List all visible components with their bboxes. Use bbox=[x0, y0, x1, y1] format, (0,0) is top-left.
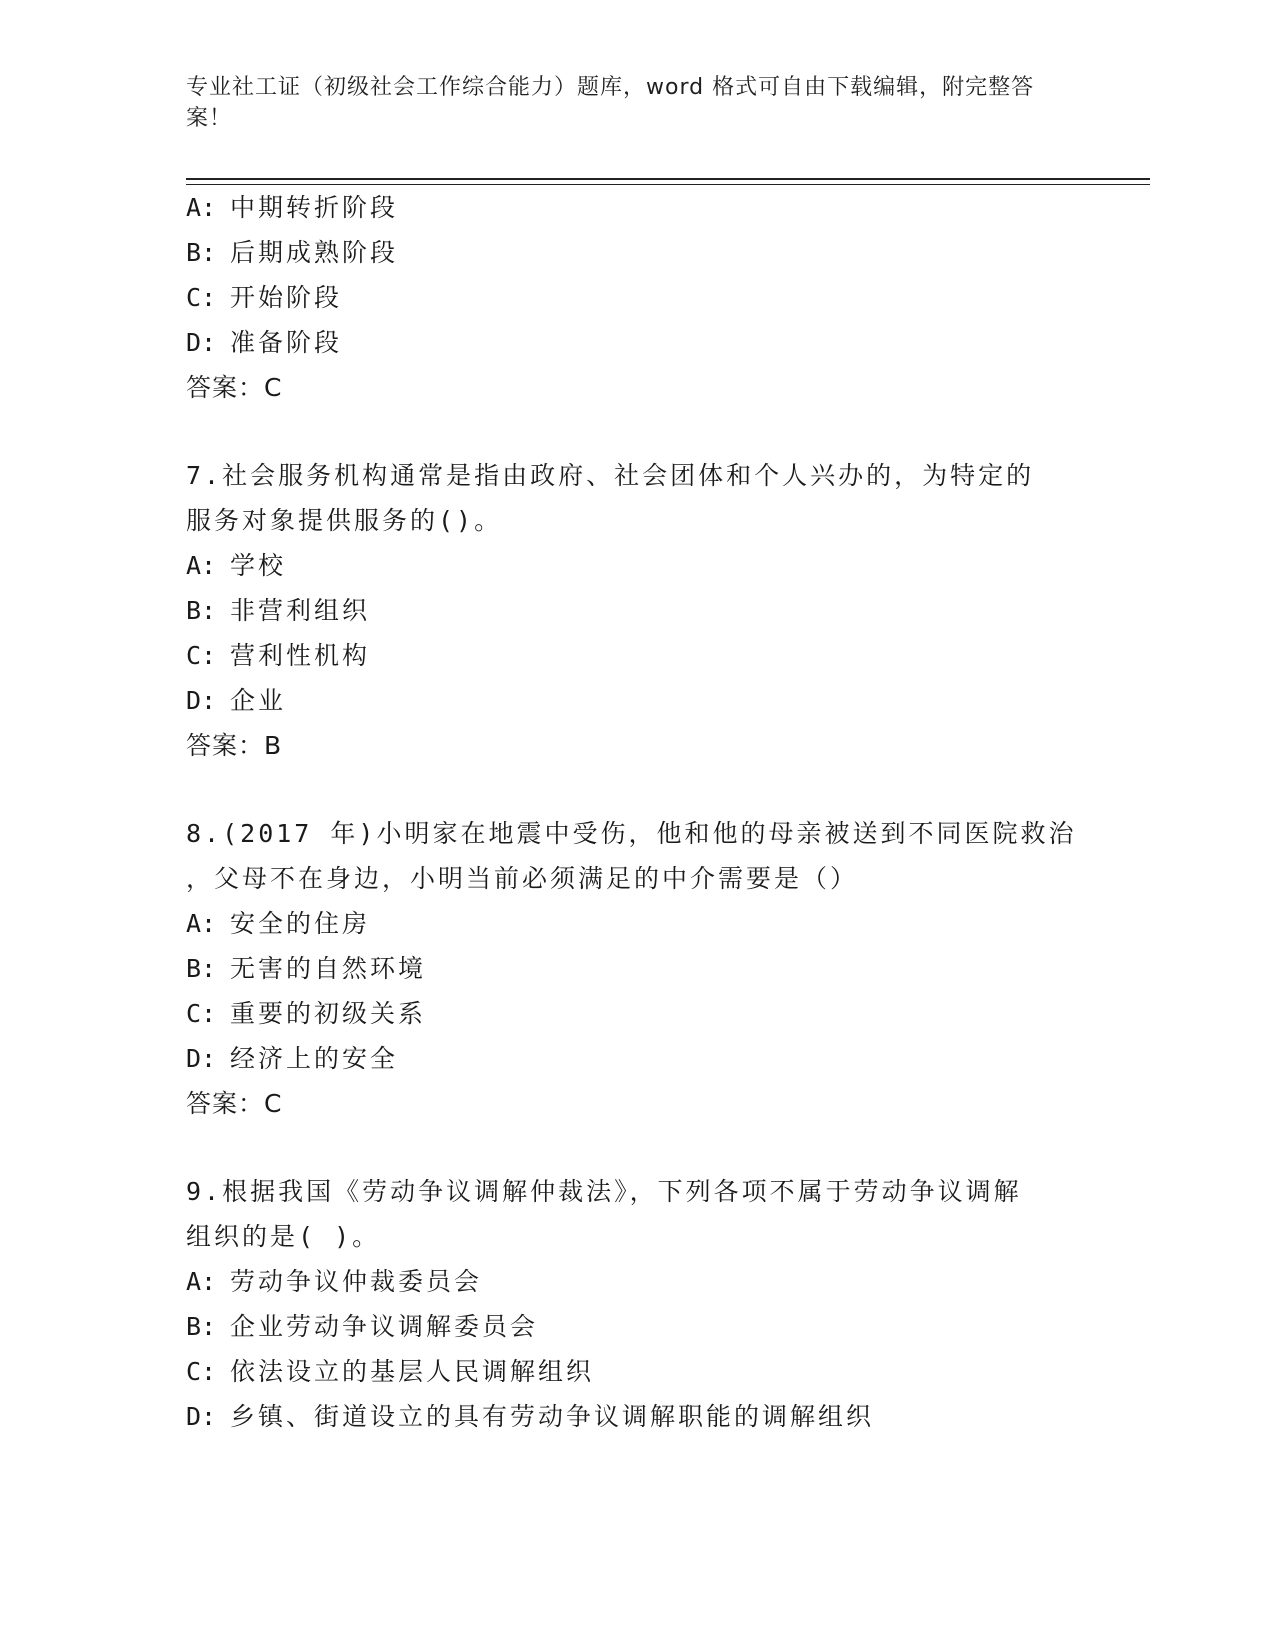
answer-line: 答案：C bbox=[186, 373, 283, 402]
option-text: 经济上的安全 bbox=[230, 1044, 399, 1073]
question-text-line: 8.(2017 年)小明家在地震中受伤，他和他的母亲被送到不同医院救治 bbox=[186, 819, 1077, 848]
option-b bbox=[186, 237, 398, 269]
option-d bbox=[186, 1401, 874, 1433]
question-text-line: 9.根据我国《劳动争议调解仲裁法》，下列各项不属于劳动争议调解 bbox=[186, 1177, 1022, 1206]
answer-line: 答案：C bbox=[186, 1089, 283, 1118]
option-text: 企业劳动争议调解委员会 bbox=[230, 1312, 539, 1341]
option-d bbox=[186, 1043, 398, 1075]
option-letter: A: bbox=[186, 193, 217, 222]
option-b bbox=[186, 595, 370, 627]
option-text: 劳动争议仲裁委员会 bbox=[230, 1267, 483, 1296]
answer-line: 答案：B bbox=[186, 731, 283, 760]
option-d bbox=[186, 685, 286, 717]
document-header: 专业社工证（初级社会工作综合能力）题库，word 格式可自由下载编辑，附完整答案！ bbox=[186, 75, 1035, 131]
option-text: 无害的自然环境 bbox=[230, 954, 427, 983]
option-c bbox=[186, 282, 342, 314]
option-letter: D: bbox=[186, 1402, 217, 1431]
question-text-line: 组织的是( )。 bbox=[186, 1222, 381, 1251]
question-text-line: 服务对象提供服务的()。 bbox=[186, 506, 503, 535]
option-text: 准备阶段 bbox=[230, 328, 343, 357]
option-c bbox=[186, 1356, 594, 1388]
option-letter: B: bbox=[186, 954, 217, 983]
option-b bbox=[186, 953, 426, 985]
option-a bbox=[186, 192, 398, 224]
option-b bbox=[186, 1311, 538, 1343]
question-text-line: 7.社会服务机构通常是指由政府、社会团体和个人兴办的，为特定的 bbox=[186, 461, 1035, 490]
option-letter: B: bbox=[186, 238, 217, 267]
option-letter: B: bbox=[186, 596, 217, 625]
option-letter: D: bbox=[186, 328, 217, 357]
option-letter: B: bbox=[186, 1312, 217, 1341]
option-letter: C: bbox=[186, 641, 217, 670]
option-text: 依法设立的基层人民调解组织 bbox=[230, 1357, 595, 1386]
option-c bbox=[186, 640, 370, 672]
option-text: 安全的住房 bbox=[230, 909, 371, 938]
option-text: 中期转折阶段 bbox=[230, 193, 399, 222]
option-letter: D: bbox=[186, 1044, 217, 1073]
option-letter: D: bbox=[186, 686, 217, 715]
option-text: 企业 bbox=[230, 686, 287, 715]
option-text: 非营利组织 bbox=[230, 596, 371, 625]
option-text: 学校 bbox=[230, 551, 287, 580]
option-text: 乡镇、街道设立的具有劳动争议调解职能的调解组织 bbox=[230, 1402, 875, 1431]
option-letter: C: bbox=[186, 1357, 217, 1386]
header-divider-thin bbox=[186, 184, 1150, 185]
question-text-line: ，父母不在身边，小明当前必须满足的中介需要是（） bbox=[186, 864, 859, 893]
option-letter: C: bbox=[186, 283, 217, 312]
option-letter: C: bbox=[186, 999, 217, 1028]
option-letter: A: bbox=[186, 1267, 217, 1296]
option-text: 营利性机构 bbox=[230, 641, 371, 670]
option-text: 后期成熟阶段 bbox=[230, 238, 399, 267]
option-c bbox=[186, 998, 426, 1030]
option-a bbox=[186, 908, 370, 940]
option-letter: A: bbox=[186, 909, 217, 938]
option-text: 开始阶段 bbox=[230, 283, 343, 312]
option-a bbox=[186, 550, 286, 582]
header-divider-thick bbox=[186, 178, 1150, 180]
option-d bbox=[186, 327, 342, 359]
option-letter: A: bbox=[186, 551, 217, 580]
option-text: 重要的初级关系 bbox=[230, 999, 427, 1028]
option-a bbox=[186, 1266, 482, 1298]
